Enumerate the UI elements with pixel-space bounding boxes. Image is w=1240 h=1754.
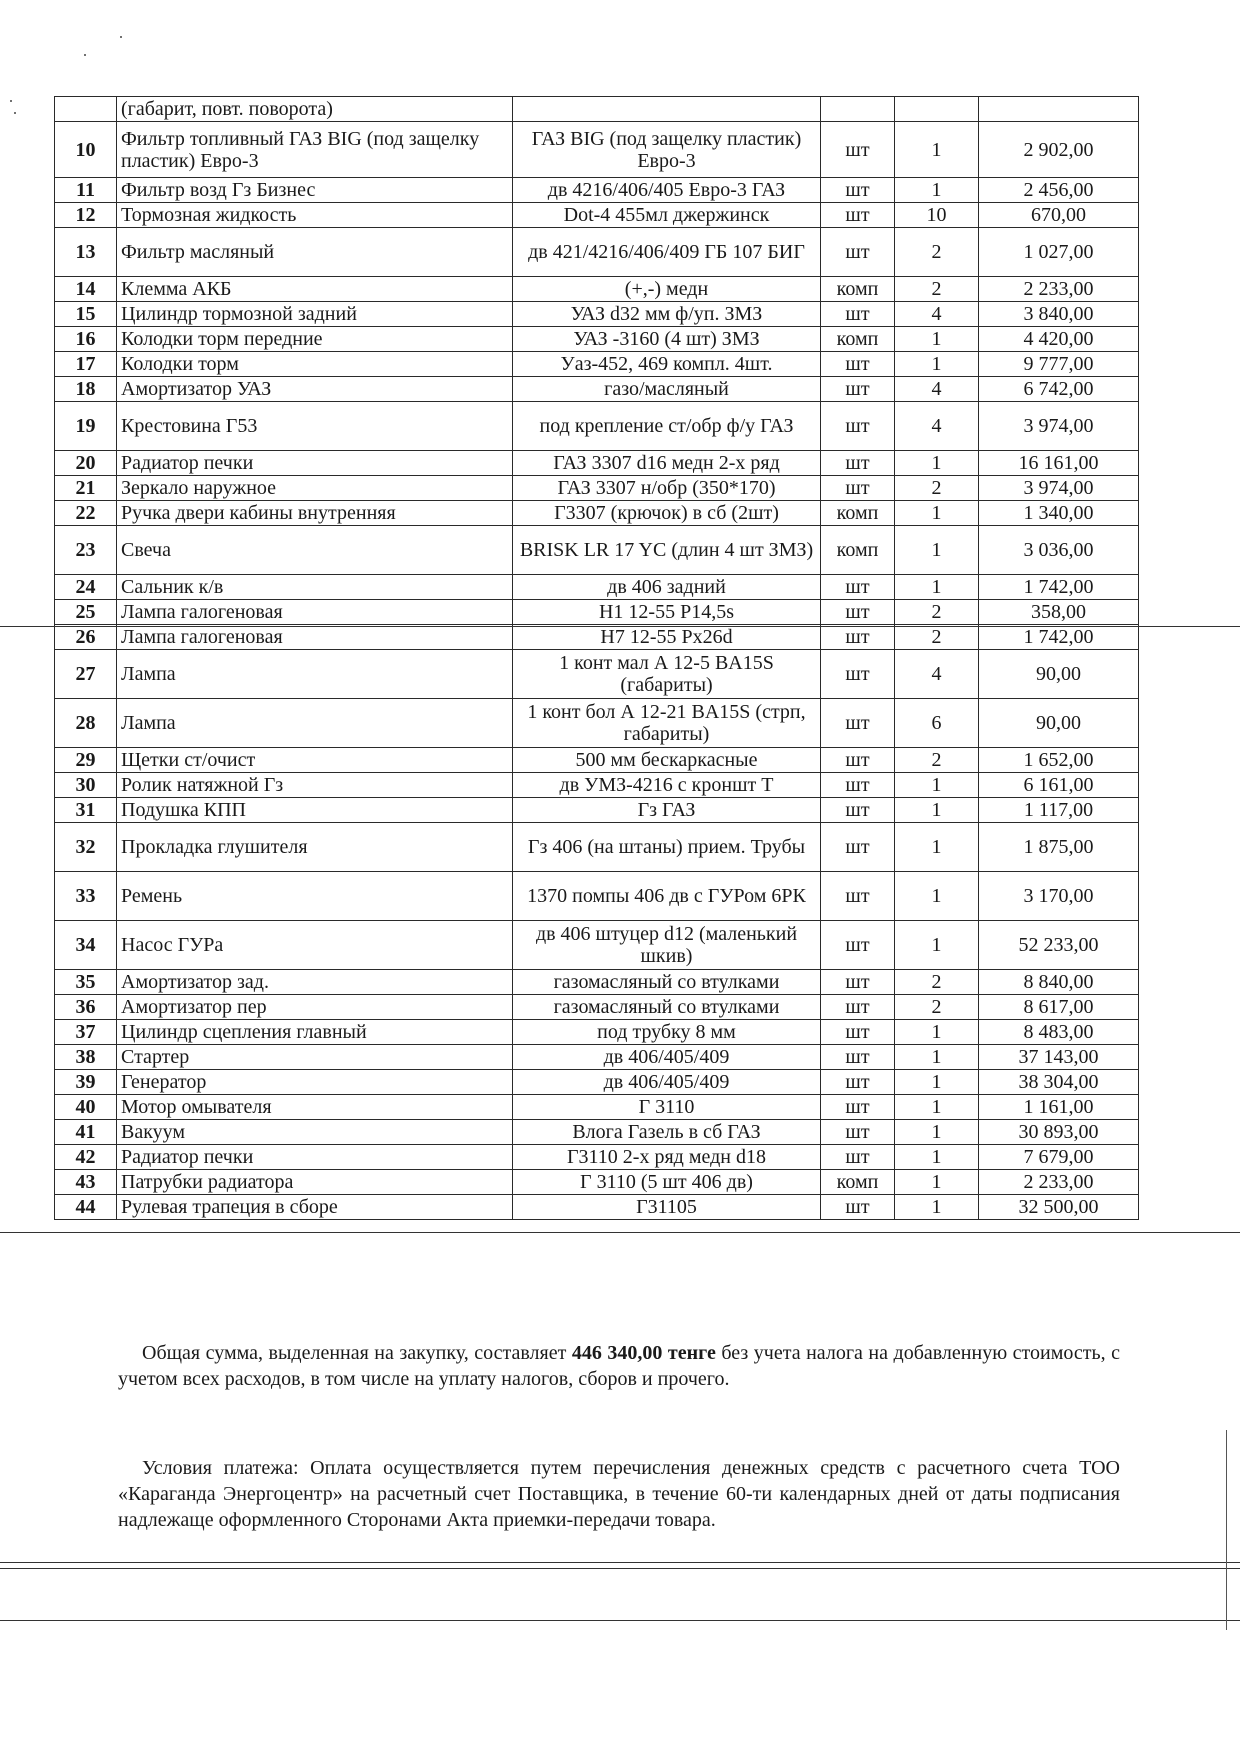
cell-price: 7 679,00	[979, 1145, 1139, 1170]
cell-price: 670,00	[979, 203, 1139, 228]
cell-specification: газомасляный со втулками	[513, 995, 821, 1020]
cell-price: 3 840,00	[979, 302, 1139, 327]
cell-item-name: Тормозная жидкость	[117, 203, 513, 228]
cell-specification: H1 12-55 P14,5s	[513, 600, 821, 625]
cell-item-name: Фильтр возд Гз Бизнес	[117, 178, 513, 203]
cell-quantity: 1	[895, 773, 979, 798]
cell-price: 16 161,00	[979, 451, 1139, 476]
cell-quantity: 2	[895, 970, 979, 995]
cell-price	[979, 97, 1139, 122]
table-row	[55, 1120, 1139, 1145]
cell-specification: Уаз-452, 469 компл. 4шт.	[513, 352, 821, 377]
cell-price: 9 777,00	[979, 352, 1139, 377]
cell-quantity: 1	[895, 575, 979, 600]
cell-unit: шт	[821, 402, 895, 451]
table-row	[55, 1195, 1139, 1220]
cell-unit: шт	[821, 302, 895, 327]
table-row	[55, 178, 1139, 203]
table-row	[55, 122, 1139, 178]
table-row	[55, 1045, 1139, 1070]
cell-quantity: 2	[895, 625, 979, 650]
cell-price: 1 161,00	[979, 1095, 1139, 1120]
cell-quantity: 1	[895, 352, 979, 377]
cell-specification: Г 3110	[513, 1095, 821, 1120]
cell-quantity: 1	[895, 798, 979, 823]
cell-specification: 500 мм бескаркасные	[513, 748, 821, 773]
cell-price: 1 027,00	[979, 228, 1139, 277]
total-text-before: Общая сумма, выделенная на закупку, составляет	[142, 1342, 572, 1364]
cell-specification: дв 406 штуцер d12 (маленький шкив)	[513, 921, 821, 970]
cell-specification: ГАЗ 3307 н/обр (350*170)	[513, 476, 821, 501]
cell-specification: газомасляный со втулками	[513, 970, 821, 995]
cell-price: 1 875,00	[979, 823, 1139, 872]
cell-unit: шт	[821, 203, 895, 228]
cell-specification: Dot-4 455мл джержинск	[513, 203, 821, 228]
cell-number: 13	[55, 228, 117, 277]
table-row	[55, 1145, 1139, 1170]
cell-price: 2 902,00	[979, 122, 1139, 178]
cell-quantity: 1	[895, 122, 979, 178]
cell-number: 15	[55, 302, 117, 327]
cell-price: 52 233,00	[979, 921, 1139, 970]
table-row	[55, 970, 1139, 995]
table-row	[55, 352, 1139, 377]
cell-specification: Г 3110 (5 шт 406 дв)	[513, 1170, 821, 1195]
table-row	[55, 699, 1139, 748]
cell-quantity: 1	[895, 1095, 979, 1120]
cell-item-name: Амортизатор зад.	[117, 970, 513, 995]
table-row	[55, 402, 1139, 451]
cell-quantity: 1	[895, 872, 979, 921]
cell-price: 1 117,00	[979, 798, 1139, 823]
cell-specification: дв 421/4216/406/409 ГБ 107 БИГ	[513, 228, 821, 277]
cell-item-name: Лампа	[117, 650, 513, 699]
cell-unit: комп	[821, 501, 895, 526]
cell-number: 43	[55, 1170, 117, 1195]
table-row	[55, 625, 1139, 650]
cell-price: 90,00	[979, 650, 1139, 699]
cell-number: 25	[55, 600, 117, 625]
cell-unit: шт	[821, 773, 895, 798]
payment-paragraph	[118, 1455, 1120, 1533]
table-row	[55, 228, 1139, 277]
table-row	[55, 501, 1139, 526]
cell-price: 1 742,00	[979, 575, 1139, 600]
table-row	[55, 302, 1139, 327]
table-row	[55, 277, 1139, 302]
cell-specification	[513, 97, 821, 122]
cell-quantity: 1	[895, 501, 979, 526]
cell-unit: шт	[821, 178, 895, 203]
cell-item-name: Патрубки радиатора	[117, 1170, 513, 1195]
cell-quantity: 1	[895, 178, 979, 203]
table-row	[55, 748, 1139, 773]
cell-price: 90,00	[979, 699, 1139, 748]
table-row	[55, 921, 1139, 970]
cell-number: 10	[55, 122, 117, 178]
cell-price: 8 840,00	[979, 970, 1139, 995]
table-row	[55, 1170, 1139, 1195]
cell-number: 26	[55, 625, 117, 650]
cell-price: 2 233,00	[979, 277, 1139, 302]
cell-item-name: Ручка двери кабины внутренняя	[117, 501, 513, 526]
cell-unit: шт	[821, 970, 895, 995]
table-row	[55, 872, 1139, 921]
cell-quantity	[895, 97, 979, 122]
cell-specification: Гз 406 (на штаны) прием. Трубы	[513, 823, 821, 872]
cell-unit: комп	[821, 526, 895, 575]
cell-item-name: Фильтр топливный ГАЗ BIG (под защелку пластик) Евро-3	[117, 122, 513, 178]
cell-specification: H7 12-55 Px26d	[513, 625, 821, 650]
cell-specification: дв 406/405/409	[513, 1045, 821, 1070]
cell-item-name: Колодки торм	[117, 352, 513, 377]
table-row	[55, 327, 1139, 352]
cell-number: 44	[55, 1195, 117, 1220]
cell-quantity: 10	[895, 203, 979, 228]
table-row	[55, 1095, 1139, 1120]
cell-item-name: Лампа галогеновая	[117, 600, 513, 625]
cell-number: 29	[55, 748, 117, 773]
cell-item-name: Генератор	[117, 1070, 513, 1095]
cell-price: 3 974,00	[979, 476, 1139, 501]
cell-unit: шт	[821, 650, 895, 699]
cell-unit: шт	[821, 1145, 895, 1170]
table-row	[55, 823, 1139, 872]
cell-price: 1 652,00	[979, 748, 1139, 773]
cell-item-name: Радиатор печки	[117, 1145, 513, 1170]
cell-quantity: 2	[895, 600, 979, 625]
cell-price: 4 420,00	[979, 327, 1139, 352]
table-row	[55, 650, 1139, 699]
cell-quantity: 2	[895, 277, 979, 302]
cell-unit: шт	[821, 352, 895, 377]
payment-text: Условия платежа: Оплата осуществляется путем перечисления денежных средств с расчетного счета ТОО «Караганда Энергоцентр» на расчетный счет Поставщика, в течение 60-ти календарных дней от даты подписания надлежаще оформленного Сторонами Акта приемки-передачи товара.	[118, 1457, 1120, 1531]
cell-item-name: Цилиндр сцепления главный	[117, 1020, 513, 1045]
cell-price: 32 500,00	[979, 1195, 1139, 1220]
cell-number: 31	[55, 798, 117, 823]
cell-quantity: 2	[895, 476, 979, 501]
cell-quantity: 4	[895, 377, 979, 402]
table-row	[55, 451, 1139, 476]
cell-unit: шт	[821, 748, 895, 773]
cell-quantity: 1	[895, 823, 979, 872]
cell-unit: шт	[821, 1120, 895, 1145]
cell-number: 41	[55, 1120, 117, 1145]
scan-line	[0, 1620, 1240, 1621]
cell-unit: шт	[821, 377, 895, 402]
cell-item-name: Рулевая трапеция в сборе	[117, 1195, 513, 1220]
cell-specification: 1 конт бол А 12-21 BA15S (стрп, габариты)	[513, 699, 821, 748]
cell-specification: Влога Газель в сб ГАЗ	[513, 1120, 821, 1145]
cell-specification: ГАЗ BIG (под защелку пластик) Евро-3	[513, 122, 821, 178]
cell-item-name: Сальник к/в	[117, 575, 513, 600]
cell-quantity: 1	[895, 1170, 979, 1195]
cell-price: 6 161,00	[979, 773, 1139, 798]
table-row	[55, 600, 1139, 625]
cell-unit: шт	[821, 699, 895, 748]
cell-specification: дв УМЗ-4216 с кроншт Т	[513, 773, 821, 798]
cell-number: 22	[55, 501, 117, 526]
cell-quantity: 4	[895, 402, 979, 451]
cell-number: 14	[55, 277, 117, 302]
cell-unit: шт	[821, 451, 895, 476]
cell-number: 23	[55, 526, 117, 575]
cell-item-name: Вакуум	[117, 1120, 513, 1145]
cell-specification: под крепление ст/обр ф/у ГАЗ	[513, 402, 821, 451]
cell-price: 3 974,00	[979, 402, 1139, 451]
cell-specification: Гз ГАЗ	[513, 798, 821, 823]
cell-number: 32	[55, 823, 117, 872]
cell-unit: комп	[821, 1170, 895, 1195]
cell-specification: Г31105	[513, 1195, 821, 1220]
cell-unit: шт	[821, 122, 895, 178]
cell-specification: дв 406 задний	[513, 575, 821, 600]
cell-unit: шт	[821, 625, 895, 650]
cell-specification: Г3307 (крючок) в сб (2шт)	[513, 501, 821, 526]
cell-specification: УАЗ d32 мм ф/уп. ЗМЗ	[513, 302, 821, 327]
scan-speck	[14, 112, 16, 114]
cell-item-name: Фильтр масляный	[117, 228, 513, 277]
total-text-after: без учета налога на добавленную стоимость, с учетом всех расходов, в том числе на уплату налогов, сборов и прочего.	[118, 1342, 1120, 1390]
cell-quantity: 2	[895, 995, 979, 1020]
cell-quantity: 4	[895, 650, 979, 699]
cell-specification: BRISK LR 17 YC (длин 4 шт ЗМЗ)	[513, 526, 821, 575]
cell-item-name: Лампа галогеновая	[117, 625, 513, 650]
cell-item-name: Крестовина Г53	[117, 402, 513, 451]
cell-item-name: Ролик натяжной Гз	[117, 773, 513, 798]
cell-quantity: 1	[895, 1045, 979, 1070]
table-row	[55, 995, 1139, 1020]
table-row	[55, 203, 1139, 228]
scan-line	[0, 1568, 1240, 1569]
cell-number: 40	[55, 1095, 117, 1120]
table-row	[55, 773, 1139, 798]
cell-item-name: Клемма АКБ	[117, 277, 513, 302]
cell-quantity: 1	[895, 327, 979, 352]
table-row	[55, 1070, 1139, 1095]
cell-quantity: 1	[895, 1120, 979, 1145]
cell-number: 39	[55, 1070, 117, 1095]
cell-unit: шт	[821, 476, 895, 501]
cell-quantity: 4	[895, 302, 979, 327]
cell-price: 8 483,00	[979, 1020, 1139, 1045]
cell-quantity: 2	[895, 748, 979, 773]
scan-line	[0, 626, 1240, 627]
cell-item-name: Лампа	[117, 699, 513, 748]
scan-speck	[120, 36, 122, 38]
cell-number: 37	[55, 1020, 117, 1045]
cell-specification: дв 406/405/409	[513, 1070, 821, 1095]
cell-unit: шт	[821, 823, 895, 872]
cell-number: 16	[55, 327, 117, 352]
cell-item-name: Зеркало наружное	[117, 476, 513, 501]
cell-number: 17	[55, 352, 117, 377]
cell-specification: (+,-) медн	[513, 277, 821, 302]
cell-specification: дв 4216/406/405 Евро-3 ГАЗ	[513, 178, 821, 203]
table-row	[55, 97, 1139, 122]
items-table	[54, 96, 1139, 1220]
cell-number: 38	[55, 1045, 117, 1070]
cell-number: 42	[55, 1145, 117, 1170]
cell-item-name: Свеча	[117, 526, 513, 575]
cell-specification: 1370 помпы 406 дв с ГУРом 6РК	[513, 872, 821, 921]
cell-item-name: Прокладка глушителя	[117, 823, 513, 872]
table-row	[55, 1020, 1139, 1045]
cell-unit: шт	[821, 228, 895, 277]
cell-quantity: 1	[895, 526, 979, 575]
cell-item-name: Щетки ст/очист	[117, 748, 513, 773]
total-currency: тенге	[662, 1342, 716, 1364]
cell-specification: ГАЗ 3307 d16 медн 2-х ряд	[513, 451, 821, 476]
cell-unit: шт	[821, 1045, 895, 1070]
cell-item-name: Радиатор печки	[117, 451, 513, 476]
cell-number: 27	[55, 650, 117, 699]
scan-speck	[84, 54, 86, 56]
cell-price: 3 036,00	[979, 526, 1139, 575]
cell-number: 36	[55, 995, 117, 1020]
cell-price: 38 304,00	[979, 1070, 1139, 1095]
table-row	[55, 798, 1139, 823]
cell-price: 2 233,00	[979, 1170, 1139, 1195]
cell-number: 24	[55, 575, 117, 600]
cell-quantity: 1	[895, 1145, 979, 1170]
cell-price: 37 143,00	[979, 1045, 1139, 1070]
cell-price: 1 742,00	[979, 625, 1139, 650]
cell-item-name: Подушка КПП	[117, 798, 513, 823]
cell-item-name: Ремень	[117, 872, 513, 921]
cell-specification: Г3110 2-х ряд медн d18	[513, 1145, 821, 1170]
cell-price: 1 340,00	[979, 501, 1139, 526]
cell-quantity: 1	[895, 921, 979, 970]
cell-number: 33	[55, 872, 117, 921]
cell-unit: шт	[821, 1195, 895, 1220]
total-paragraph	[118, 1340, 1120, 1392]
table-row	[55, 377, 1139, 402]
cell-unit: шт	[821, 921, 895, 970]
cell-unit: шт	[821, 798, 895, 823]
cell-number: 28	[55, 699, 117, 748]
cell-item-name: Амортизатор пер	[117, 995, 513, 1020]
table-row	[55, 575, 1139, 600]
cell-item-name: Стартер	[117, 1045, 513, 1070]
cell-item-name: Колодки торм передние	[117, 327, 513, 352]
cell-number: 30	[55, 773, 117, 798]
cell-unit: шт	[821, 575, 895, 600]
cell-unit: комп	[821, 327, 895, 352]
cell-number: 34	[55, 921, 117, 970]
cell-unit: комп	[821, 277, 895, 302]
cell-number: 21	[55, 476, 117, 501]
cell-quantity: 6	[895, 699, 979, 748]
scan-edge	[1226, 1430, 1227, 1630]
cell-unit: шт	[821, 1020, 895, 1045]
cell-price: 2 456,00	[979, 178, 1139, 203]
cell-unit	[821, 97, 895, 122]
cell-price: 30 893,00	[979, 1120, 1139, 1145]
cell-number: 19	[55, 402, 117, 451]
cell-price: 3 170,00	[979, 872, 1139, 921]
cell-specification: УАЗ -3160 (4 шт) ЗМЗ	[513, 327, 821, 352]
cell-number: 35	[55, 970, 117, 995]
table-row	[55, 526, 1139, 575]
cell-quantity: 1	[895, 451, 979, 476]
scan-line	[0, 1562, 1240, 1563]
cell-unit: шт	[821, 1070, 895, 1095]
cell-item-name: (габарит, повт. поворота)	[117, 97, 513, 122]
cell-quantity: 1	[895, 1195, 979, 1220]
scan-speck	[10, 100, 12, 102]
cell-specification: под трубку 8 мм	[513, 1020, 821, 1045]
cell-price: 8 617,00	[979, 995, 1139, 1020]
table-row	[55, 476, 1139, 501]
cell-item-name: Мотор омывателя	[117, 1095, 513, 1120]
cell-specification: 1 конт мал А 12-5 BA15S (габариты)	[513, 650, 821, 699]
cell-quantity: 2	[895, 228, 979, 277]
scan-line	[0, 1232, 1240, 1233]
cell-unit: шт	[821, 1095, 895, 1120]
cell-quantity: 1	[895, 1020, 979, 1045]
cell-number	[55, 97, 117, 122]
cell-number: 20	[55, 451, 117, 476]
cell-unit: шт	[821, 600, 895, 625]
cell-unit: шт	[821, 995, 895, 1020]
total-amount: 446 340,00	[571, 1342, 663, 1364]
cell-item-name: Амортизатор УАЗ	[117, 377, 513, 402]
cell-price: 6 742,00	[979, 377, 1139, 402]
cell-number: 11	[55, 178, 117, 203]
cell-item-name: Цилиндр тормозной задний	[117, 302, 513, 327]
items-table-body	[55, 97, 1139, 1220]
cell-quantity: 1	[895, 1070, 979, 1095]
cell-price: 358,00	[979, 600, 1139, 625]
cell-item-name: Насос ГУРа	[117, 921, 513, 970]
cell-unit: шт	[821, 872, 895, 921]
cell-number: 12	[55, 203, 117, 228]
cell-number: 18	[55, 377, 117, 402]
cell-specification: газо/масляный	[513, 377, 821, 402]
